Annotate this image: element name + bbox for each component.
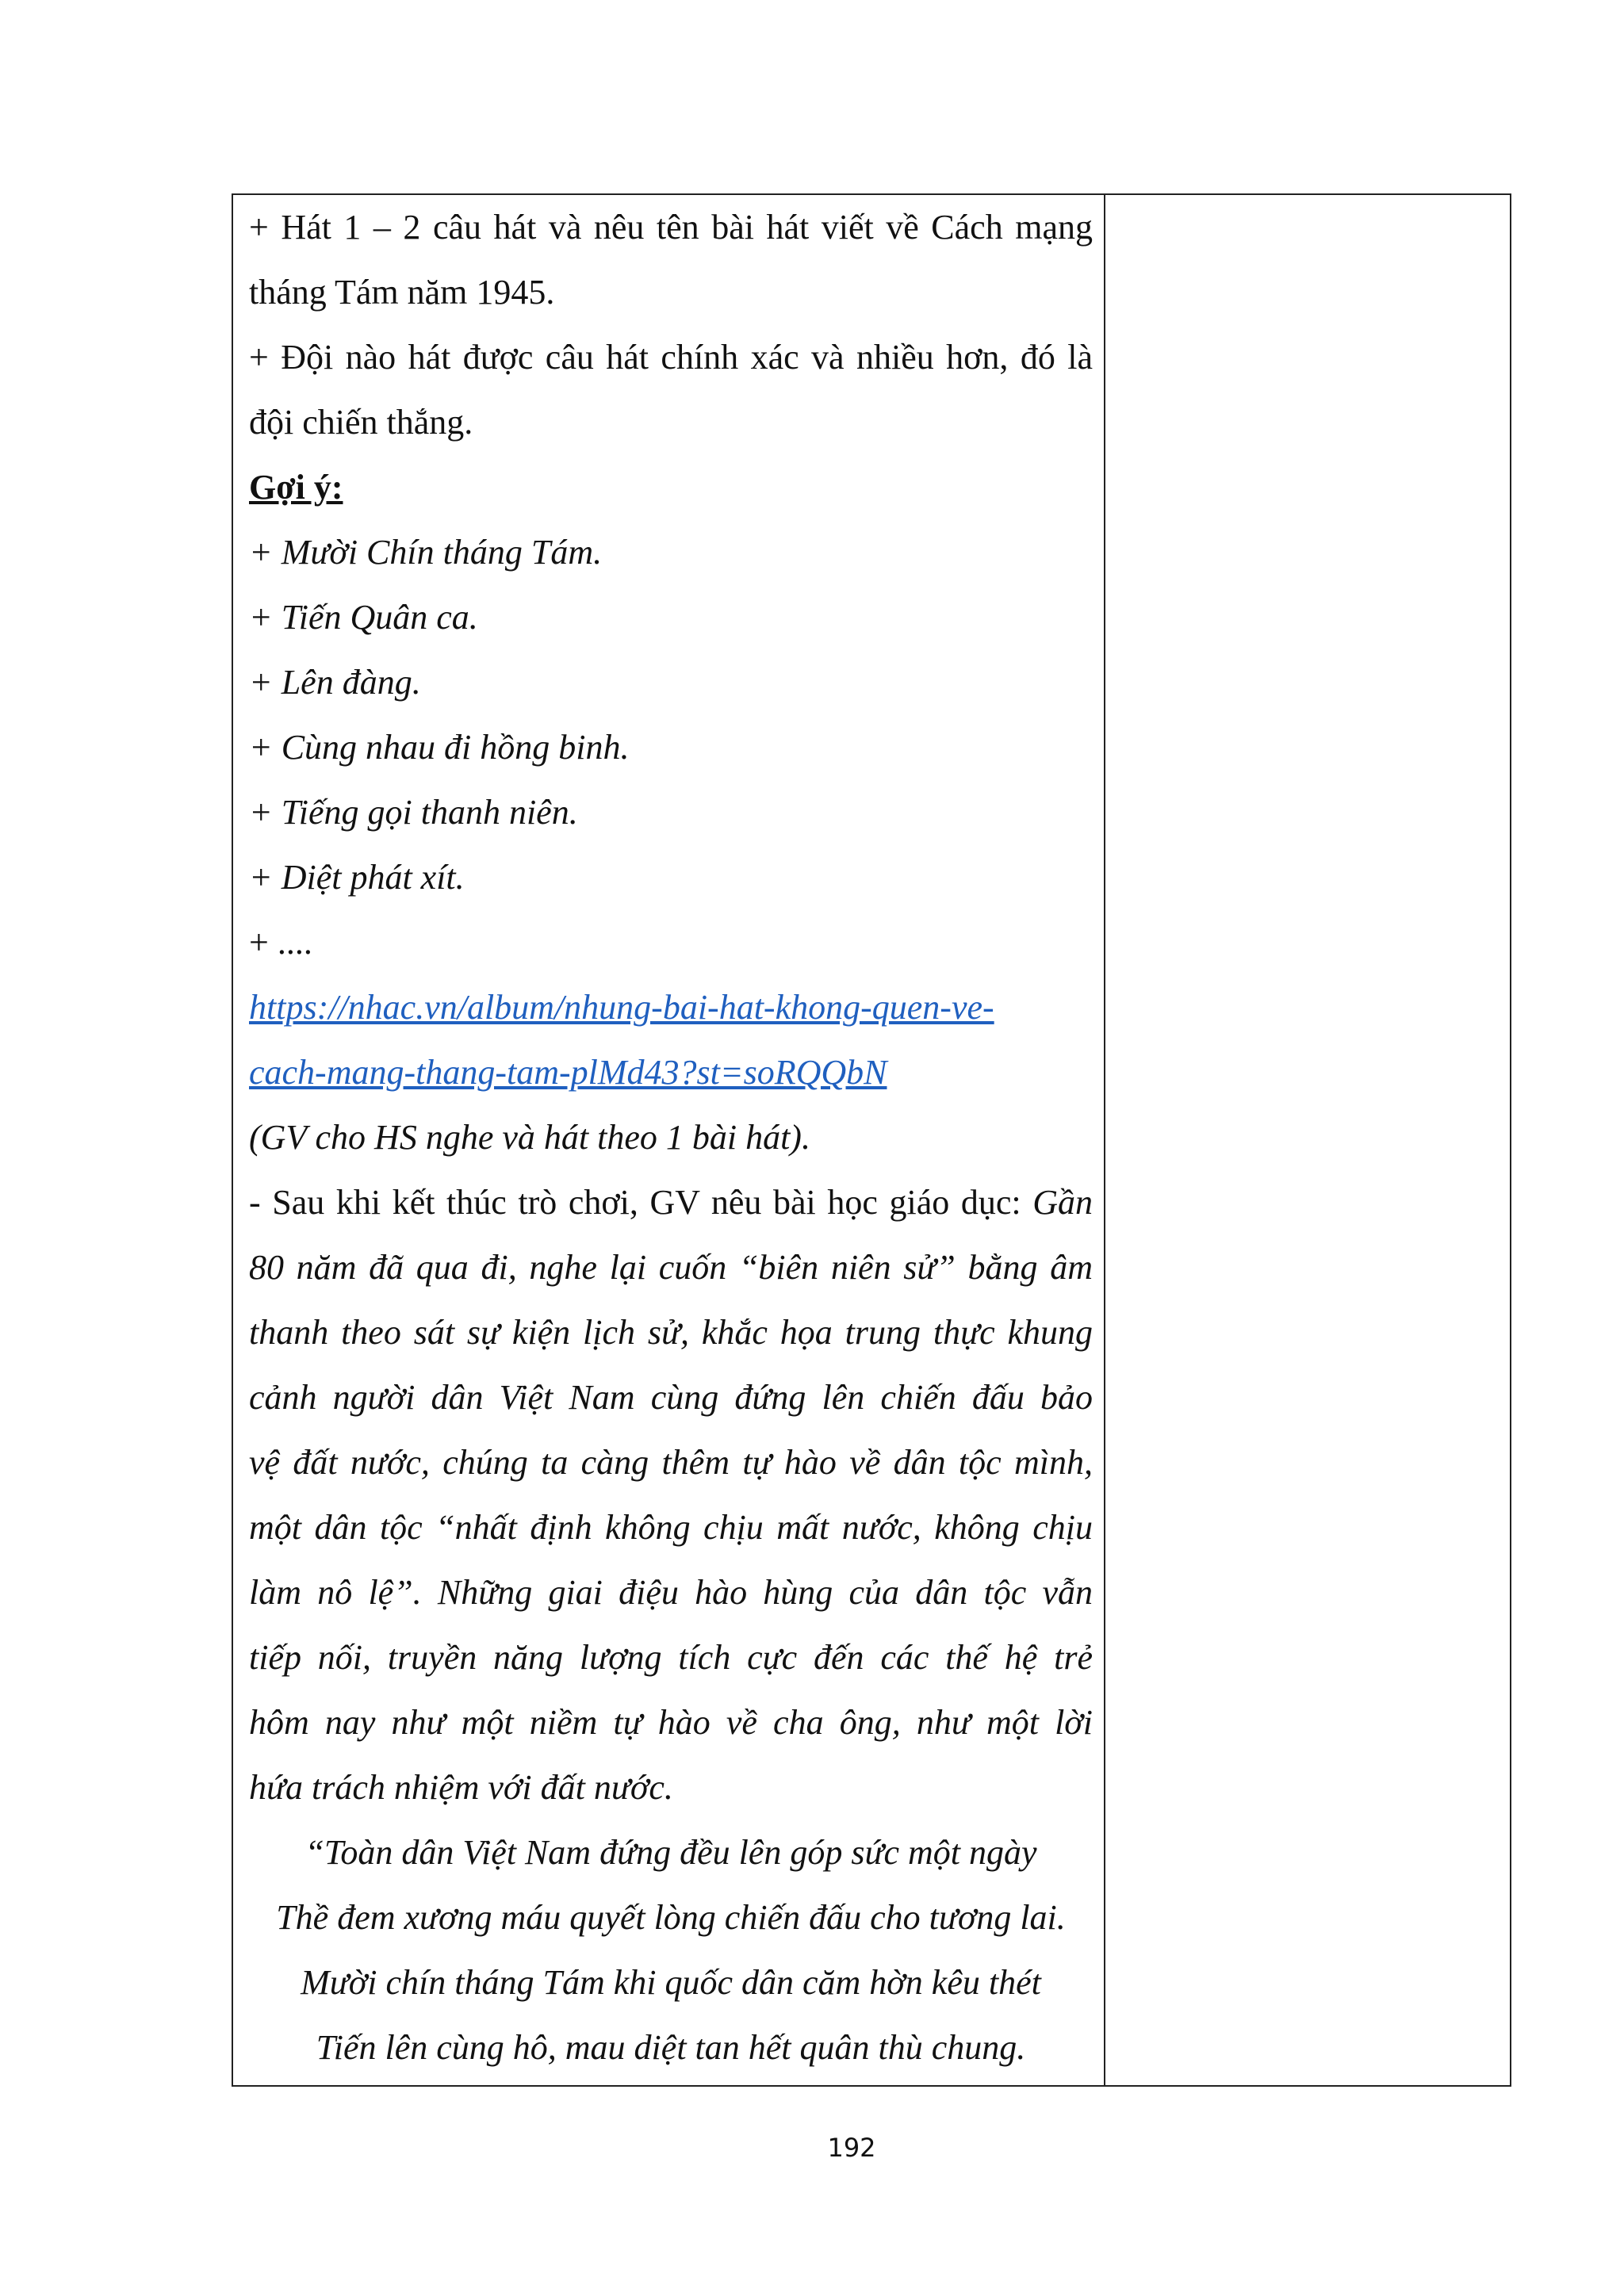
- activity-column: [233, 195, 1105, 2085]
- hint-label: Gợi ý:: [249, 468, 343, 507]
- gv-note: (GV cho HS nghe và hát theo 1 bài hát).: [249, 1118, 810, 1157]
- album-link-line: [249, 1040, 1093, 1105]
- lesson-line: thanh theo sát sự kiện lịch sử, khắc họa trung thực khung: [249, 1313, 1093, 1352]
- lesson-lead: - Sau khi kết thúc trò chơi, GV nêu bài học giáo dục:: [249, 1183, 1033, 1222]
- intro-line: + Hát 1 – 2 câu hát và nêu tên bài hát viết về Cách mạng: [249, 208, 1093, 247]
- lesson-line: hứa trách nhiệm với đất nước.: [249, 1768, 673, 1807]
- lesson-line: hôm nay như một niềm tự hào về cha ông, như một lời: [249, 1703, 1093, 1742]
- hint-item: + Mười Chín tháng Tám.: [249, 533, 603, 572]
- content-table: [232, 193, 1511, 2087]
- poem-line: “Toàn dân Việt Nam đứng đều lên góp sức một ngày: [304, 1833, 1037, 1872]
- album-link-line: [249, 975, 1093, 1040]
- intro-line: + Đội nào hát được câu hát chính xác và nhiều hơn, đó là: [249, 338, 1093, 377]
- hint-item: + Cùng nhau đi hồng binh.: [249, 728, 630, 767]
- lesson-line: làm nô lệ”. Những giai điệu hào hùng của dân tộc vẫn: [249, 1573, 1093, 1612]
- poem-line: Mười chín tháng Tám khi quốc dân căm hờn kêu thét: [301, 1963, 1041, 2002]
- hint-item: + Lên đàng.: [249, 663, 421, 702]
- hint-item: + Tiến Quân ca.: [249, 598, 478, 637]
- hint-item: + Tiếng gọi thanh niên.: [249, 793, 578, 832]
- lesson-lead-line: [249, 1170, 1093, 1235]
- notes-column: [1105, 195, 1510, 2085]
- lesson-lead-italic: Gần: [1032, 1183, 1093, 1222]
- hint-item: + Diệt phát xít.: [249, 858, 465, 897]
- lesson-line: một dân tộc “nhất định không chịu mất nước, không chịu: [249, 1508, 1093, 1547]
- lesson-line: cảnh người dân Việt Nam cùng đứng lên chiến đấu bảo: [249, 1378, 1093, 1417]
- intro-line: tháng Tám năm 1945.: [249, 273, 555, 312]
- hint-heading: [249, 455, 1093, 520]
- page-number: 192: [827, 2133, 876, 2163]
- lesson-line: 80 năm đã qua đi, nghe lại cuốn “biên niên sử” bằng âm: [249, 1248, 1093, 1287]
- poem-line: Tiến lên cùng hô, mau diệt tan hết quân thù chung.: [316, 2028, 1026, 2067]
- intro-line: đội chiến thắng.: [249, 403, 473, 442]
- lesson-line: tiếp nối, truyền năng lượng tích cực đến các thế hệ trẻ: [249, 1638, 1093, 1677]
- poem-line: Thề đem xương máu quyết lòng chiến đấu cho tương lai.: [276, 1898, 1066, 1937]
- hint-item: + ....: [249, 923, 312, 962]
- lesson-line: vệ đất nước, chúng ta càng thêm tự hào về dân tộc mình,: [249, 1443, 1093, 1482]
- album-link[interactable]: https://nhac.vn/album/nhung-bai-hat-khong-quen-ve-: [249, 988, 994, 1027]
- album-link[interactable]: cach-mang-thang-tam-plMd43?st=soRQQbN: [249, 1053, 887, 1092]
